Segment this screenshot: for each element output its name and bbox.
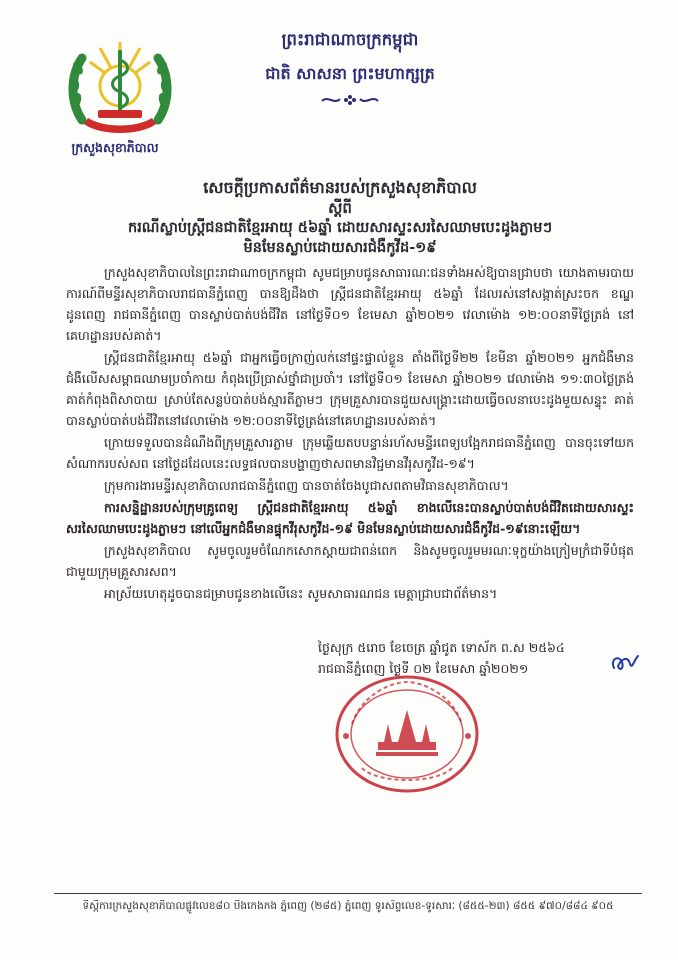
lunar-date: ថ្ងៃសុក្រ ៥រោច ខែចេត្រ ឆ្នាំជូត ទោស័ក ព.ស ២៥៦៤	[318, 640, 565, 655]
announcement-body	[66, 262, 634, 605]
footer-divider	[54, 893, 642, 894]
kingdom-name: ព្រះរាជាណាចក្រកម្ពុជា	[281, 30, 419, 49]
announcement-titles	[100, 177, 580, 258]
paragraph-1: ក្រសួងសុខាភិបាលនៃព្រះរាជាណាចក្រកម្ពុជា សូមជម្រាបជូនសាធារណៈជនទាំងអស់ឱ្យបានជ្រាបថា យោងតាមរបាយការណ៍ពីមន្ទីរសុខាភិបាលរាជធានីភ្នំពេញ បានឱ្យដឹងថា ស្ត្រីជនជាតិខ្មែរអាយុ ៥៦ឆ្នាំ ដែលរស់នៅសង្កាត់ស្រះចក ខណ្ឌដូនពេញ រាជធានីភ្នំពេញ បានស្លាប់បាត់បង់ជីវិត នៅថ្ងៃទី០១ ខែមេសា ឆ្នាំ២០២១ វេលាម៉ោង ១២:០០នាទីថ្ងៃត្រង់ នៅគេហដ្ឋានរបស់គាត់។	[66, 265, 634, 343]
paragraph-7: អាស្រ័យហេតុដូចបានជម្រាបជូនខាងលើនេះ សូមសាធារណជន មេត្តាជ្រាបជាព័ត៌មាន។	[104, 586, 498, 601]
solar-date: រាជធានីភ្នំពេញ ថ្ងៃទី ០២ ខែមេសា ឆ្នាំ២០២១	[318, 661, 529, 676]
ministry-seal	[332, 672, 482, 796]
paragraph-6: ក្រសួងសុខាភិបាល សូមចូលរួមចំណែកសោកស្តាយជាពន់ពេក និងសូមចូលរួមមរណៈទុក្ខយ៉ាងក្រៀមក្រំជាទីបំផុតជាមួយក្រុមគ្រួសារសព។	[66, 543, 634, 579]
paragraph-2: ស្ត្រីជនជាតិខ្មែរអាយុ ៥៦ឆ្នាំ ជាអ្នកធ្វើចក្រាញ់លក់នៅផ្ទះផ្ទាល់ខ្លួន តាំងពីថ្ងៃទី២២ ខែមីនា ឆ្នាំ២០២១ អ្នកជំងឺមានជំងឺលើសសម្ពាធឈាមប្រចាំកាយ កំពុងប្រើប្រាស់ថ្នាំជាប្រចាំ។ នៅថ្ងៃទី០១ ខែមេសា ឆ្នាំ២០២១ វេលាម៉ោង ១១:៣០ថ្ងៃត្រង់ គាត់កំពុងពិសាបាយ ស្រាប់តែសន្លប់បាត់បង់ស្មារតីភ្លាមៗ ក្រុមគ្រួសារបានជួយសង្គ្រោះដោយធ្វើចលនាបេះដូងមួយសន្ទុះ គាត់បានស្លាប់បាត់បង់ជីវិតនៅវេលាម៉ោង ១២:០០នាទីថ្ងៃត្រង់នៅគេហដ្ឋានរបស់គាត់។	[66, 350, 634, 428]
signature	[608, 652, 642, 674]
ministry-name: ក្រសួងសុខាភិបាល	[71, 140, 159, 155]
national-motto: ជាតិ សាសនា ព្រះមហាក្សត្រ	[265, 64, 435, 83]
ornament-divider	[318, 93, 382, 107]
footer-address: ទីស្តីការក្រសួងសុខាភិបាលផ្លូវលេខ៨០ បឹងកេងកង ភ្នំពេញ (២៨៥) ភ្នំពេញ ទូរស័ព្ទលេខ-ទូរសារៈ (៨៥៥-២៣) ៨៥៥ ៩៧០/៨៨៤ ៩០៥	[82, 900, 614, 912]
subject-line-2: មិនមែនស្លាប់ដោយសារជំងឺកូវីដ-១៩	[243, 240, 437, 256]
ministry-emblem	[64, 24, 176, 142]
paragraph-4: ក្រុមការងារមន្ទីរសុខាភិបាលរាជធានីភ្នំពេញ បានចាត់ចែងបូជាសពតាមវិធានសុខាភិបាល។	[104, 478, 509, 493]
paragraph-5-conclusion: ការសន្និដ្ឋានរបស់ក្រុមគ្រូពេទ្យ ស្ត្រីជនជាតិខ្មែរអាយុ ៥៦ឆ្នាំ ខាងលើនេះបានស្លាប់បាត់បង់ជីវិតដោយសារស្ទះសរសៃឈាមបេះដូងភ្លាមៗ នៅលើអ្នកជំងឺមានផ្ទុកវីរុសកូវីដ-១៩ មិនមែនស្លាប់ដោយសារជំងឺកូវីដ-១៩នោះឡើយ។	[66, 500, 634, 536]
paragraph-3: ក្រោយទទួលបានដំណឹងពីក្រុមគ្រួសារភ្លាម ក្រុមឆ្លើយតបបន្ទាន់រហ័សមន្ទីរពេទ្យបង្អែករាជធានីភ្នំពេញ បានចុះទៅយកសំណាករបស់សព នៅថ្ងៃដដែលនេះលទ្ធផលបានបង្ហាញថាសពមានវិជ្ជមានវីរុសកូវីដ-១៩។	[66, 435, 634, 471]
subject-line-1: ករណីស្លាប់ស្ត្រីជនជាតិខ្មែរអាយុ ៥៦ឆ្នាំ ដោយសារស្ទះសរសៃឈាមបេះដូងភ្លាមៗ	[128, 220, 552, 236]
kingdom-header	[220, 30, 480, 87]
subject-label: ស្តីពី	[328, 199, 352, 217]
announcement-title: សេចក្តីប្រកាសព័ត៌មានរបស់ក្រសួងសុខាភិបាល	[203, 178, 477, 197]
